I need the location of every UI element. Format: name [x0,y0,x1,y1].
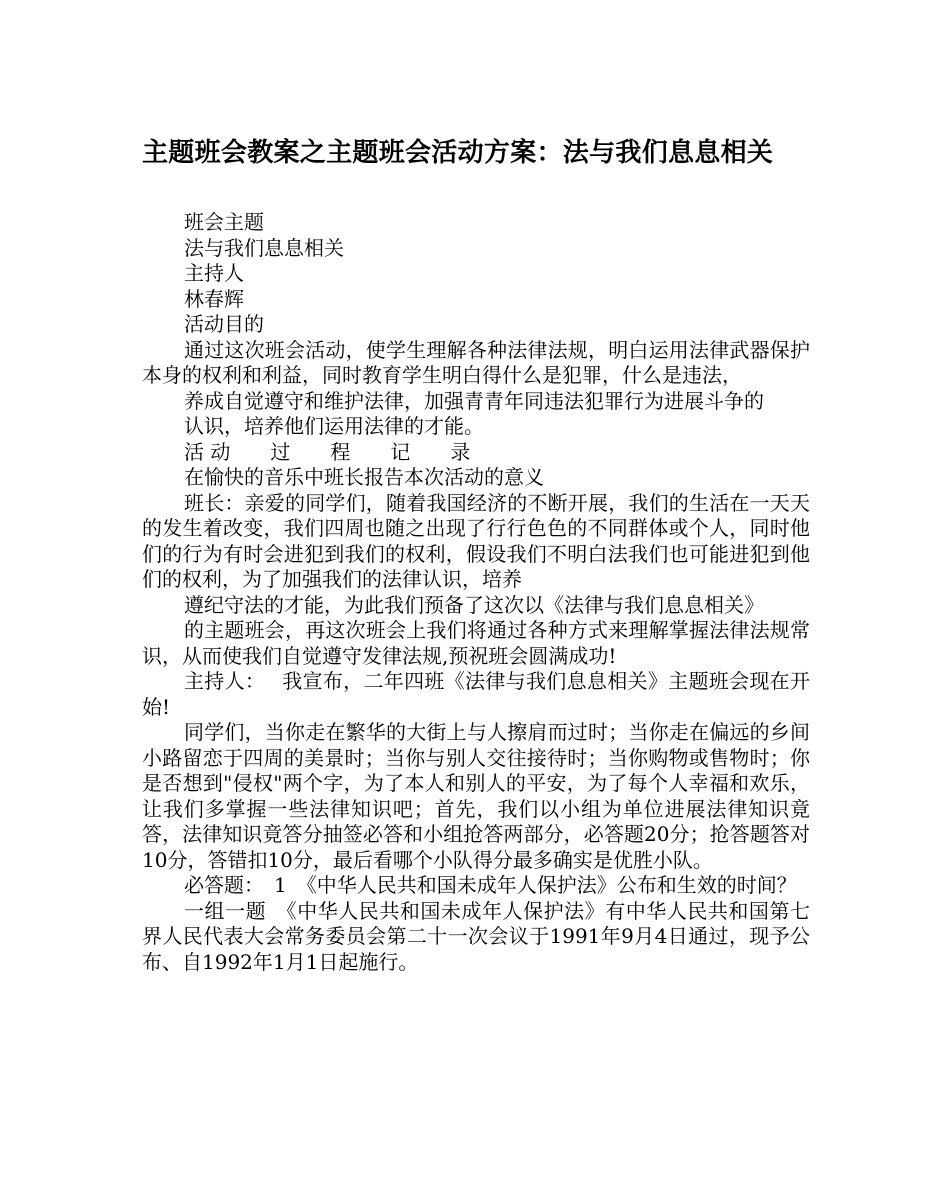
paragraph-host-name: 林春辉 [184,286,244,311]
paragraph-activity-record-heading: 活 动 过 程 记 录 [184,439,471,464]
paragraph-monitor-speech-2: 遵纪守法的才能，为此我们预备了这次以《法律与我们息息相关》 [184,592,764,617]
document-title: 主题班会教案之主题班会活动方案：法与我们息息相关 [142,138,774,168]
document-body [142,210,810,975]
paragraph-purpose-1: 通过这次班会活动，使学生理解各种法律法规，明白运用法律武器保护本身的权利和利益，同时教育学生明白得什么是犯罪，什么是违法， [142,337,810,387]
paragraph-host-announcement: 主持人： 我宣布，二年四班《法律与我们息息相关》主题班会现在开始! [142,669,810,719]
paragraph-purpose-3: 认识，培养他们运用法律的才能。 [184,414,484,438]
paragraph-host-introduction: 同学们，当你走在繁华的大街上与人擦肩而过时；当你走在偏远的乡间小路留恋于四周的美景时；当你与别人交往接待时；当你购物或售物时；你是否想到"侵权"两个字，为了本人和别人的平安，为了每个人幸福和欢乐，让我们多掌握一些法律知识吧；首先，我们以小组为单位进展法律知识竟答，法律知识竟答分抽签必答和小组抢答两部分，必答题20分；抢答题答对10分，答错扣10分，最后看哪个小队得分最多确实是优胜小队。 [142,720,810,872]
paragraph-purpose-2: 养成自觉遵守和维护法律，加强青青年同违法犯罪行为进展斗争的 [184,388,764,413]
paragraph-monitor-speech-1: 班长：亲爱的同学们，随着我国经济的不断开展，我们的生活在一天天的发生着改变，我们四周也随之出现了行行色色的不同群体或个人，同时他们的行为有时会进犯到我们的权利，假设我们不明白法我们也可能进犯到他们的权利，为了加强我们的法律认识，培养 [142,490,810,591]
paragraph-monitor-report: 在愉快的音乐中班长报告本次活动的意义 [184,465,544,489]
paragraph-required-question: 必答题： 1 《中华人民共和国未成年人保护法》公布和生效的时间？ [184,873,797,897]
paragraph-meeting-theme-label: 班会主题 [184,210,264,234]
paragraph-purpose-label: 活动目的 [184,312,264,336]
paragraph-meeting-theme: 法与我们息息相关 [184,235,344,260]
paragraph-host-label: 主持人 [184,261,244,285]
paragraph-monitor-speech-3: 的主题班会，再这次班会上我们将通过各种方式来理解掌握法律法规常识，从而使我们自觉遵守发律法规,预祝班会圆满成功! [142,618,810,668]
paragraph-group-one-answer: 一组一题 《中华人民共和国未成年人保护法》有中华人民共和国第七界人民代表大会常务委员会第二十一次会议于1991年9月4日通过，现予公布、自1992年1月1日起施行。 [142,898,810,974]
